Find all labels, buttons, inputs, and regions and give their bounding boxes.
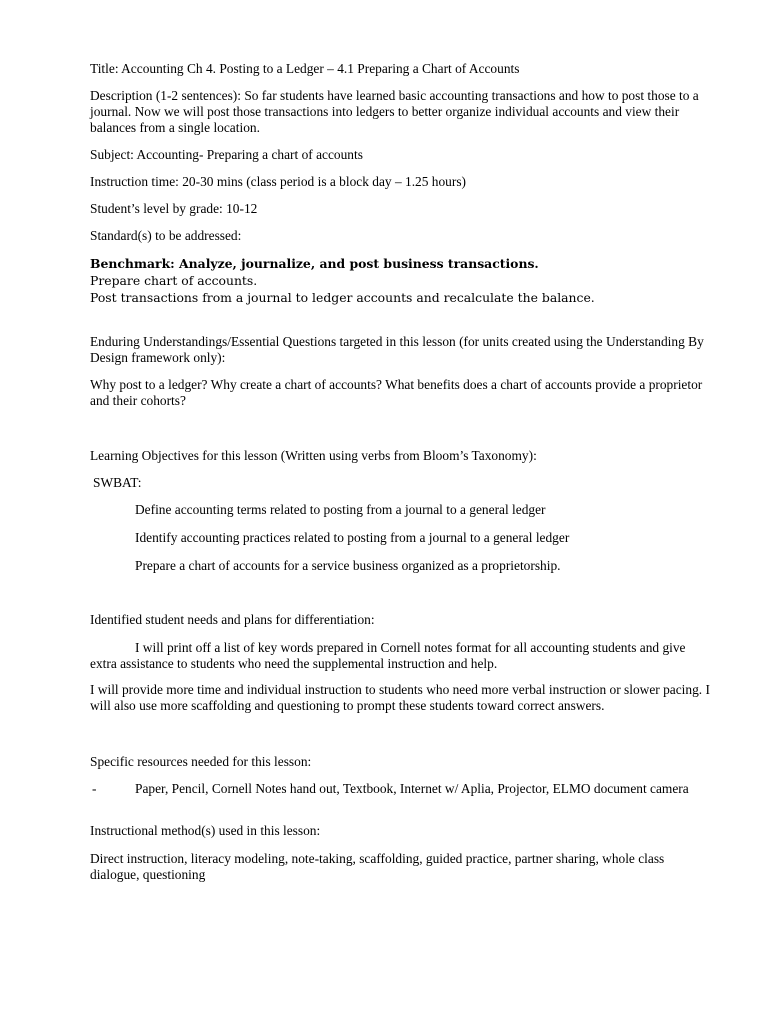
enduring-understandings-heading: Enduring Understandings/Essential Questions targeted in this lesson (for units created using the Understanding By Design framework only): [90,334,704,365]
instruction-time: Instruction time: 20-30 mins (class period is a block day – 1.25 hours) [90,174,466,189]
resources-list-item [92,781,712,815]
resources-item-text: Paper, Pencil, Cornell Notes hand out, Textbook, Internet w/ Aplia, Projector, ELMO document camera [135,781,689,796]
objective-item: Define accounting terms related to posting from a journal to a general ledger [135,502,546,517]
bullet-dash: - [92,781,97,796]
standard-item: Post transactions from a journal to ledger accounts and recalculate the balance. [90,290,595,305]
objective-item: Identify accounting practices related to posting from a journal to a general ledger [135,530,570,545]
methods-heading: Instructional method(s) used in this lesson: [90,823,321,838]
standards-heading: Standard(s) to be addressed: [90,228,242,243]
lesson-title: Title: Accounting Ch 4. Posting to a Ledger – 4.1 Preparing a Chart of Accounts [90,61,520,76]
lesson-description: Description (1-2 sentences): So far students have learned basic accounting transactions and how to post those to a journal. Now we will post those transactions into ledgers to better organize individual accounts and view their balances from a single location. [90,88,699,135]
lesson-subject: Subject: Accounting- Preparing a chart of accounts [90,147,363,162]
resources-heading: Specific resources needed for this lesson: [90,754,312,769]
benchmark-line: Benchmark: Analyze, journalize, and post business transactions. [90,256,539,271]
needs-paragraph-2: I will provide more time and individual instruction to students who need more verbal instruction or slower pacing. I will also use more scaffolding and questioning to prompt these students toward correct answers. [90,682,710,713]
needs-heading: Identified student needs and plans for differentiation: [90,612,375,627]
essential-questions: Why post to a ledger? Why create a chart of accounts? What benefits does a chart of accounts provide a proprietor and their cohorts? [90,377,703,408]
standard-item: Prepare chart of accounts. [90,273,258,288]
needs-paragraph-1 [90,640,710,672]
needs-paragraph-1-text: I will print off a list of key words prepared in Cornell notes format for all accounting students and give extra assistance to students who need the supplemental instruction and help. [90,640,686,671]
methods-text: Direct instruction, literacy modeling, note-taking, scaffolding, guided practice, partner sharing, whole class dialogue, questioning [90,851,665,882]
objective-item: Prepare a chart of accounts for a service business organized as a proprietorship. [135,558,561,573]
student-level: Student’s level by grade: 10-12 [90,201,258,216]
swbat-label: SWBAT: [93,475,142,490]
objectives-heading: Learning Objectives for this lesson (Written using verbs from Bloom’s Taxonomy): [90,448,537,463]
